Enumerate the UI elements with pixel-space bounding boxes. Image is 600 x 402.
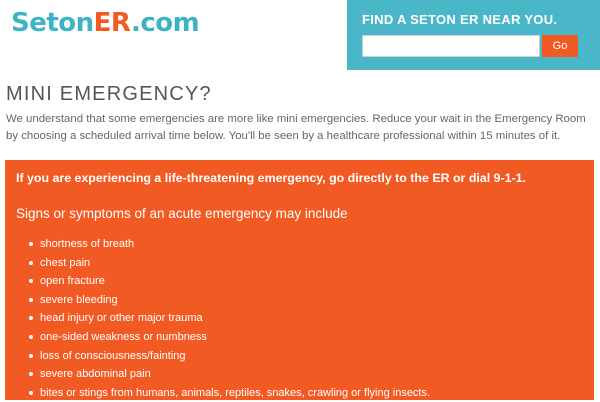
symptom-text: one-sided weakness or numbness (40, 330, 207, 343)
symptom-text: head injury or other major trauma (40, 312, 203, 325)
symptom-text: bites or stings from humans, animals, reptiles, snakes, crawling or flying insects. (40, 386, 431, 399)
symptom-text: severe bleeding (40, 293, 118, 306)
symptom-item (27, 384, 430, 402)
go-button[interactable]: Go (542, 35, 578, 57)
symptom-text: loss of consciousness/fainting (40, 349, 186, 362)
bullet-icon (29, 372, 33, 376)
finder-title: FIND A SETON ER NEAR YOU. (362, 12, 558, 27)
symptom-text: severe abdominal pain (40, 368, 151, 381)
emergency-warning: If you are experiencing a life-threatening emergency, go directly to the ER or dial 9-1-1. (16, 171, 526, 185)
bullet-icon (29, 316, 33, 320)
bullet-icon (29, 335, 33, 339)
page-title: MINI EMERGENCY? (6, 83, 212, 105)
location-search-input[interactable] (362, 35, 540, 57)
symptom-text: open fracture (40, 275, 105, 288)
symptom-item (27, 254, 430, 273)
symptom-item (27, 272, 430, 291)
symptom-item (27, 235, 430, 254)
setoner-logo[interactable] (11, 6, 199, 40)
symptom-item (27, 347, 430, 366)
symptoms-heading: Signs or symptoms of an acute emergency may include (16, 206, 348, 221)
logo-text-seton: Seton (11, 8, 94, 38)
symptom-item (27, 309, 430, 328)
logo-text-er: ER (93, 8, 131, 38)
bullet-icon (29, 279, 33, 283)
bullet-icon (29, 354, 33, 358)
symptom-text: chest pain (40, 256, 91, 269)
intro-text: We understand that some emergencies are more like mini emergencies. Reduce your wait in the Emergency Room by choosing a scheduled arrival time below. You'll be seen by a healthcare professional within 15 minutes of it. (6, 113, 586, 142)
symptoms-list (27, 235, 430, 402)
emergency-alert-box (5, 160, 594, 400)
bullet-icon (29, 298, 33, 302)
symptom-item (27, 328, 430, 347)
symptom-item (27, 365, 430, 384)
logo-text-domain: .com (130, 8, 200, 38)
symptom-item (27, 291, 430, 310)
bullet-icon (29, 261, 33, 265)
symptom-text: shortness of breath (40, 238, 135, 250)
bullet-icon (29, 391, 33, 395)
bullet-icon (29, 242, 33, 246)
